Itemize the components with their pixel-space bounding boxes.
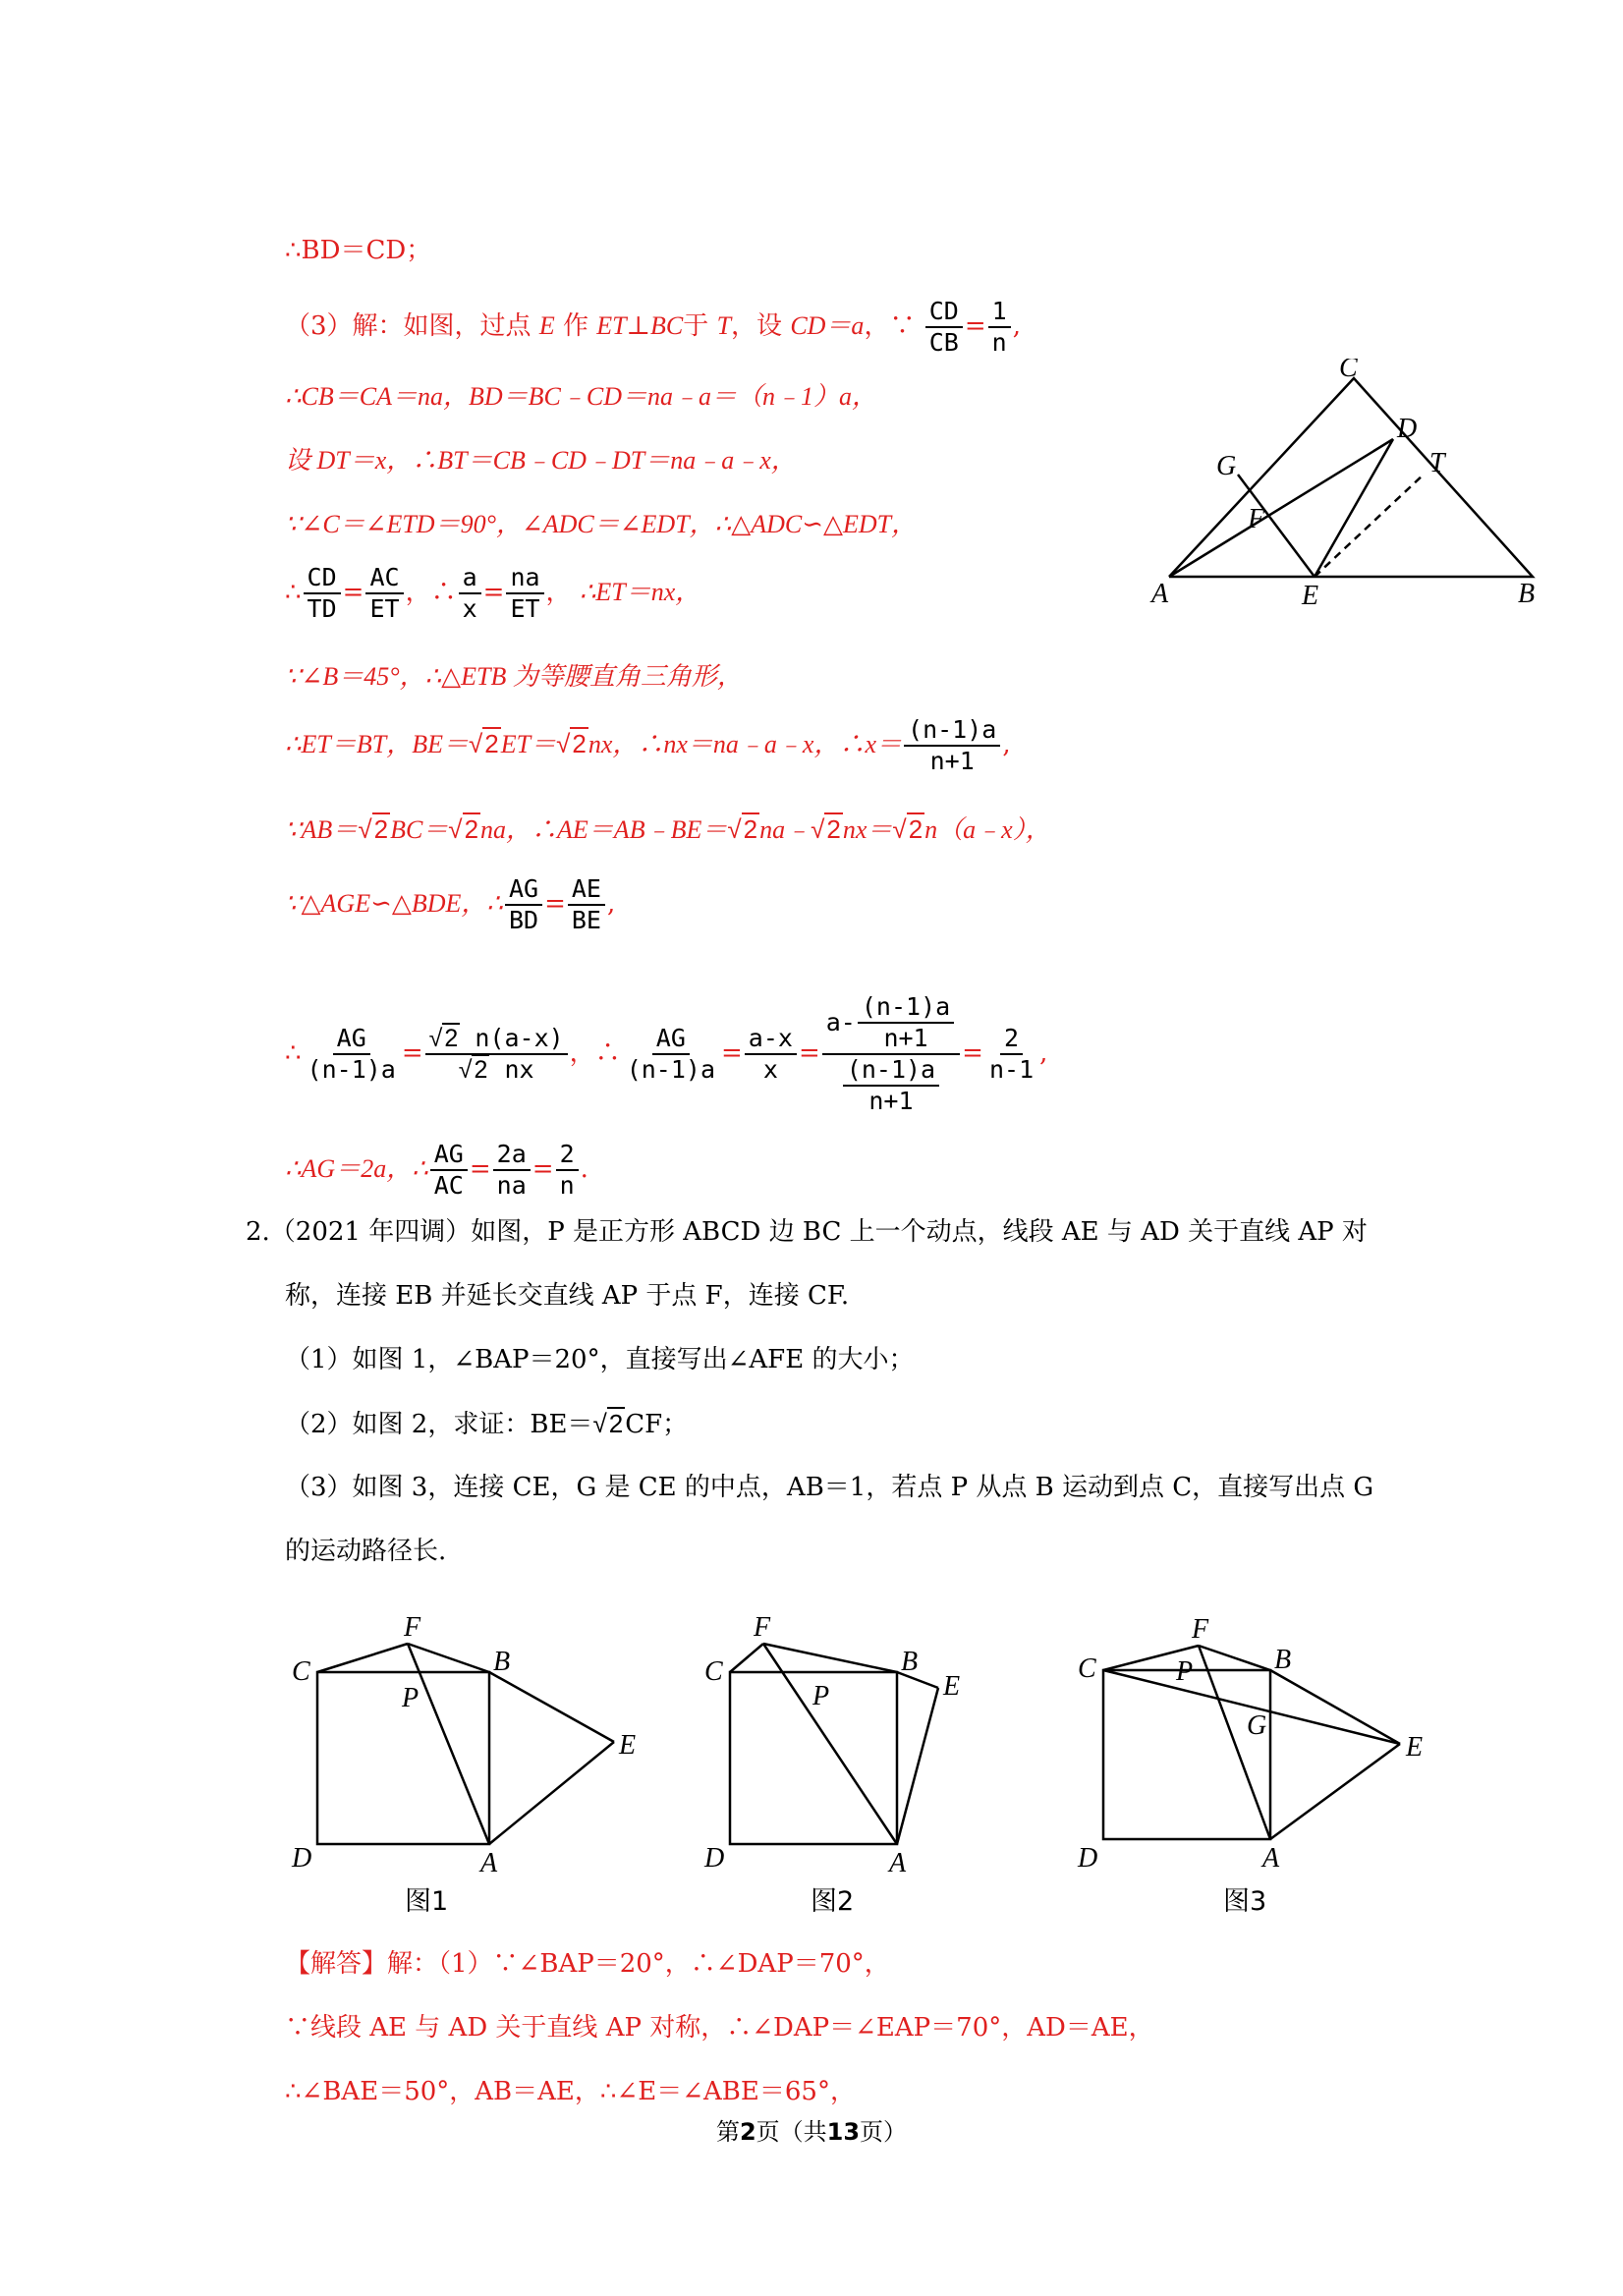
fraction: $\frac{(n-1)a}{n+1}$ — [904, 715, 1000, 776]
point-label: E — [619, 1730, 637, 1761]
answer-line-3: ∴∠BAE＝50°，AB＝AE，∴∠E＝∠ABE＝65°， — [285, 2077, 856, 2106]
fraction: $\frac{√2 n(a-x)}{√2 nx}$ — [425, 1024, 568, 1085]
solution-line-9: ∵AB＝√2BC＝√2na，∴AE＝AB﹣BE＝√2na﹣√2nx＝√2n（a﹣x）， — [285, 814, 1051, 844]
fraction: $\frac{2a}{na}$ — [493, 1140, 531, 1201]
text: CD＝a — [790, 311, 865, 340]
point-label: T — [1429, 448, 1445, 478]
problem2-line-6: 的运动路径长. — [285, 1537, 447, 1566]
text: （3）解：如图，过点 — [285, 311, 532, 341]
fraction: $\frac{CD}{CB}$ — [925, 297, 963, 358]
text: T — [716, 311, 732, 340]
point-label: C — [1339, 359, 1358, 383]
fraction: $\frac{AG}{(n-1)a}$ — [626, 1024, 715, 1084]
solution-line-6: ∴ $\frac{CD}{TD}$ = $\frac{AC}{ET}$ ，∴ $\frac{a}{x}$ = $\frac{na}{ET}$ ， ∴ET＝nx， — [285, 563, 701, 623]
fraction: $\frac{na}{ET}$ — [506, 563, 543, 624]
point-label: F — [1248, 504, 1265, 534]
figure-2-caption: 图2 — [811, 1886, 855, 1917]
fraction: $\frac{CD}{TD}$ — [304, 563, 341, 624]
solution-line-2: （3）解：如图，过点 E 作 ET⊥BC于 T，设 CD＝a，∵ $\frac{CD}{CB}$ = $\frac{1}{n}$ , — [285, 297, 1021, 357]
fraction: $\frac{2}{n-1}$ — [988, 1024, 1035, 1084]
fraction: $\frac{AC}{ET}$ — [365, 563, 403, 624]
figure-1-caption: 图1 — [405, 1886, 449, 1917]
point-label: B — [901, 1647, 919, 1677]
figure-3-caption: 图3 — [1223, 1886, 1267, 1917]
point-label: A — [889, 1848, 907, 1878]
text: ET⊥BC — [596, 311, 684, 340]
fraction: $\frac{2}{n}$ — [556, 1140, 579, 1201]
text: 作 — [562, 311, 588, 341]
fraction: $\frac{AE}{BE}$ — [568, 874, 605, 935]
solution-line-3: ∴CB＝CA＝na，BD＝BC﹣CD＝na﹣a＝（n﹣1）a， — [285, 382, 877, 411]
point-label: B — [493, 1647, 511, 1677]
text: ，∵ — [864, 311, 916, 341]
solution-line-4: 设 DT＝x，∴BT＝CB﹣CD﹣DT＝na﹣a﹣x， — [285, 446, 797, 475]
fraction: $\frac{1}{n}$ — [988, 297, 1011, 358]
point-label: B — [1518, 579, 1536, 609]
solution-line-8: ∴ET＝BT，BE＝√2ET＝√2nx，∴nx＝na﹣a﹣x，∴x＝ $\frac{(n-1)a}{n+1}$ , — [285, 715, 1011, 775]
fraction: $\frac{a}{x}$ — [459, 563, 481, 624]
point-label: D — [1078, 1843, 1098, 1874]
point-label: A — [1262, 1843, 1280, 1874]
problem2-line-1: 2.（2021 年四调）如图，P 是正方形 ABCD 边 BC 上一个动点，线段 AE 与 AD 关于直线 AP 对 — [246, 1217, 1368, 1247]
text: 于 — [683, 311, 709, 341]
fraction: $\frac{AG}{(n-1)a}$ — [307, 1024, 396, 1084]
point-label: C — [1078, 1653, 1096, 1684]
point-label: E — [1406, 1732, 1424, 1763]
point-label: D — [704, 1843, 725, 1874]
answer-line-2: ∵线段 AE 与 AD 关于直线 AP 对称，∴∠DAP＝∠EAP＝70°，AD＝AE， — [285, 2013, 1154, 2043]
figure-1 — [280, 1596, 653, 1881]
point-label: P — [812, 1681, 830, 1711]
point-label: G — [1247, 1710, 1267, 1741]
fraction: $\frac{a-x}{x}$ — [745, 1024, 797, 1085]
triangle-figure — [1140, 359, 1552, 614]
solution-line-11: ∴ $\frac{AG}{(n-1)a}$ = $\frac{√2 n(a-x)}{√2 nx}$ ，∴ $\frac{AG}{(n-1)a}$ = $\frac{a-x}{x}$ = a- $\frac{(n-1)a}{n+1}$ $\frac{(n-1)a}{n+1}$ = $\frac{2}{n-1}$ , — [285, 992, 1048, 1115]
problem2-line-5: （3）如图 3，连接 CE，G 是 CE 的中点，AB＝1，若点 P 从点 B 运动到点 C，直接写出点 G — [285, 1473, 1374, 1502]
solution-line-1: ∴BD＝CD； — [285, 236, 432, 265]
problem2-line-4: （2）如图 2，求证：BE＝√2CF； — [285, 1409, 689, 1439]
point-label: C — [292, 1656, 310, 1687]
point-label: F — [1192, 1614, 1209, 1645]
fraction: $\frac{AG}{BD}$ — [505, 874, 542, 935]
fraction: $\frac{AG}{AC}$ — [430, 1140, 468, 1201]
point-label: G — [1216, 451, 1237, 481]
solution-line-5: ∵∠C＝∠ETD＝90°，∠ADC＝∠EDT，∴△ADC∽△EDT， — [285, 510, 918, 538]
point-label: E — [1302, 581, 1319, 611]
point-label: A — [480, 1848, 498, 1878]
point-label: D — [1397, 414, 1418, 444]
point-label: C — [704, 1656, 723, 1687]
point-label: A — [1151, 579, 1169, 609]
solution-line-7: ∵∠B＝45°，∴△ETB 为等腰直角三角形， — [285, 662, 743, 691]
point-label: E — [943, 1671, 961, 1702]
problem2-line-2: 称，连接 EB 并延长交直线 AP 于点 F，连接 CF. — [285, 1281, 850, 1311]
point-label: P — [1176, 1656, 1194, 1687]
answer-line-1: 【解答】解：（1）∵∠BAP＝20°，∴∠DAP＝70°， — [285, 1949, 890, 1979]
answer-tag: 【解答】 — [285, 1949, 388, 1979]
point-label: B — [1274, 1645, 1292, 1675]
figure-3 — [1066, 1587, 1459, 1881]
solution-line-10: ∵△AGE∽△BDE，∴ $\frac{AG}{BD}$ = $\frac{AE}{BE}$ , — [285, 874, 616, 934]
text: E — [538, 311, 555, 340]
point-label: D — [292, 1843, 312, 1874]
figure-2 — [693, 1596, 1017, 1881]
text: ，设 — [731, 311, 783, 341]
problem2-line-3: （1）如图 1，∠BAP＝20°，直接写出∠AFE 的大小； — [285, 1345, 915, 1374]
point-label: F — [404, 1612, 421, 1643]
page-footer: 第2页（共13页） — [715, 2118, 908, 2146]
compound-fraction: a- $\frac{(n-1)a}{n+1}$ $\frac{(n-1)a}{n+1}$ — [822, 992, 960, 1116]
point-label: F — [754, 1612, 771, 1643]
solution-line-12: ∴AG＝2a，∴ $\frac{AG}{AC}$ = $\frac{2a}{na}$ = $\frac{2}{n}$ . — [285, 1140, 588, 1200]
point-label: P — [402, 1683, 420, 1713]
